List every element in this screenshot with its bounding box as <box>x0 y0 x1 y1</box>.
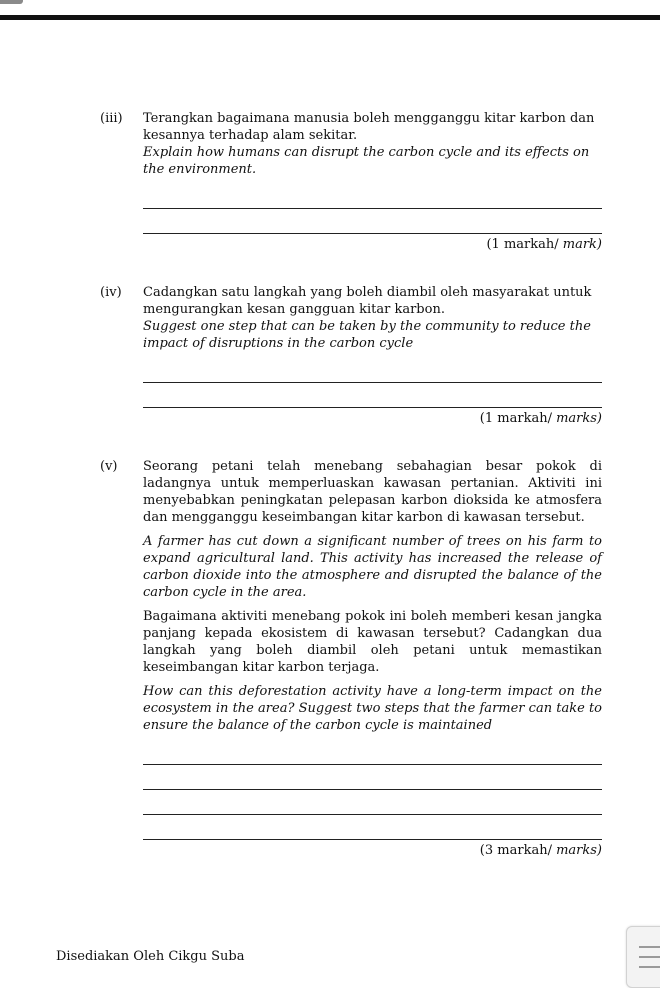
marks-label <box>143 410 602 427</box>
question-text-malay: Bagaimana aktiviti menebang pokok ini boleh memberi kesan jangka panjang kepada ekosistem di kawasan tersebut? Cadangkan dua langkah yang boleh diambil oleh petani untuk memastikan keseimbangan kitar karbon terjaga. <box>143 609 602 675</box>
marks-english: marks) <box>556 843 602 858</box>
scenario-english: A farmer has cut down a significant number of trees on his farm to expand agricultural land. This activity has increased the release of carbon dioxide into the atmosphere and disrupted the balance of the carbon cycle in the area. <box>143 534 602 600</box>
question-text-malay: Cadangkan satu langkah yang boleh diambil oleh masyarakat untuk mengurangkan kesan gangguan kitar karbon. <box>143 285 592 317</box>
question-text-malay: Terangkan bagaimana manusia boleh mengganggu kitar karbon dan kesannya terhadap alam sekitar. <box>143 111 595 143</box>
question-v <box>100 458 602 859</box>
header-rule <box>0 15 660 20</box>
answer-line[interactable] <box>143 789 602 790</box>
answer-line[interactable] <box>143 839 602 840</box>
question-number: (iii) <box>100 111 123 126</box>
marks-malay: (3 markah/ <box>479 843 557 858</box>
answer-line[interactable] <box>143 407 602 408</box>
scenario-malay: Seorang petani telah menebang sebahagian besar pokok di ladangnya untuk memperluaskan kawasan pertanian. Aktiviti ini menyebabkan peningkatan pelepasan karbon dioksida ke atmosfera dan mengganggu keseimbangan kitar karbon di kawasan tersebut. <box>143 459 602 525</box>
marks-malay: (1 markah/ <box>486 237 563 252</box>
answer-line[interactable] <box>143 233 602 234</box>
question-text-english: Explain how humans can disrupt the carbon cycle and its effects on the environment. <box>143 145 590 177</box>
side-menu-button[interactable] <box>626 926 660 988</box>
question-number: (v) <box>100 459 118 474</box>
question-iv <box>100 284 602 427</box>
question-text-english: Suggest one step that can be taken by the community to reduce the impact of disruptions in the carbon cycle <box>143 319 591 351</box>
answer-line[interactable] <box>143 208 602 209</box>
marks-english: mark) <box>562 237 602 252</box>
top-tab <box>0 0 23 4</box>
marks-label <box>143 842 602 859</box>
answer-line[interactable] <box>143 382 602 383</box>
marks-malay: (1 markah/ <box>479 411 557 426</box>
marks-label <box>143 236 602 253</box>
answer-line[interactable] <box>143 764 602 765</box>
question-number: (iv) <box>100 285 122 300</box>
footer-author: Disediakan Oleh Cikgu Suba <box>56 949 245 964</box>
answer-line[interactable] <box>143 814 602 815</box>
question-iii <box>100 110 602 253</box>
question-text-english: How can this deforestation activity have a long-term impact on the ecosystem in the area? Suggest two steps that the farmer can take to ensure the balance of the carbon cycle is maintained <box>143 684 602 733</box>
marks-english: marks) <box>556 411 602 426</box>
